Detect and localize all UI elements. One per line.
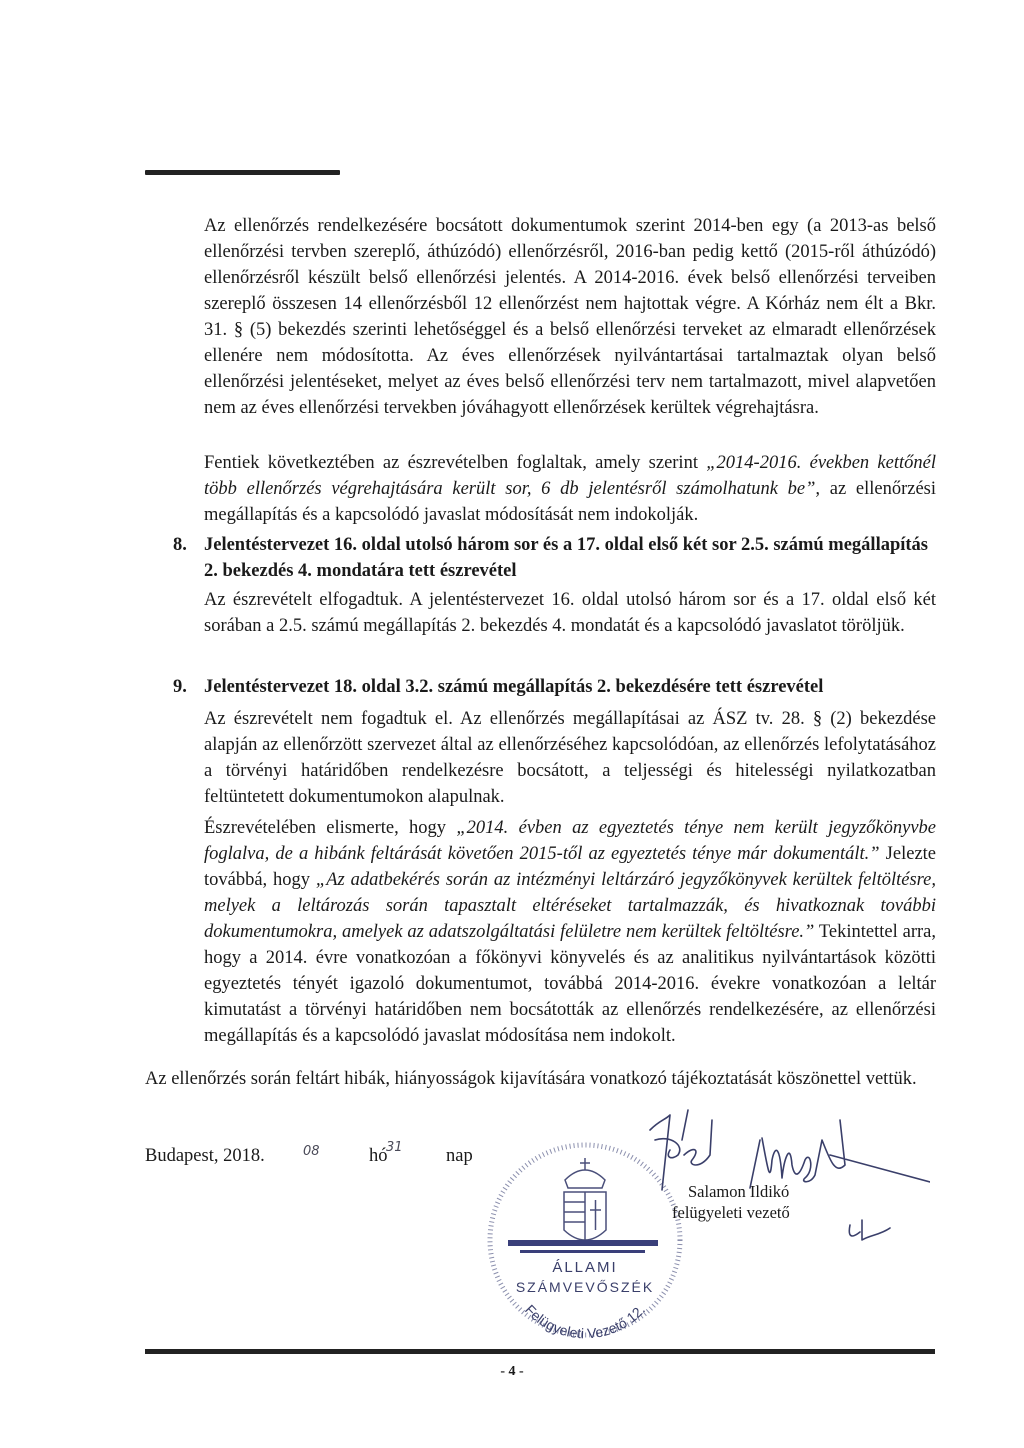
stamp-text-1: ÁLLAMI [552, 1259, 618, 1276]
paragraph-conclusion [204, 450, 936, 528]
paragraph-audit-findings: Az ellenőrzés rendelkezésére bocsátott dokumentumok szerint 2014-ben egy (a 2013-as belső ellenőrzési tervben szereplő, áthúzódó) ellenőrzésről, 2016-ban pedig kettő (2015-ről áthúzódó) ellenőrzésről készült belső ellenőrzési jelentés. A 2014-2016. évek belső ellenőrzési terveiben szereplő összesen 14 ellenőrzésből 12 ellenőrzést nem hajtottak végre. A Kórház nem élt a Bkr. 31. § (5) bekezdés szerinti lehetőséggel és a belső ellenőrzési terveket az elmaradt ellenőrzések ellenére nem módosította. Az éves ellenőrzések nyilvántartásai tartalmaztak olyan belső ellenőrzési jelentéseket, melyet az éves belső ellenőrzési terv nem tartalmazott, mivel alapvetően nem az éves ellenőrzési tervekben jóváhagyott ellenőrzések kerültek végrehajtásra. [204, 216, 936, 418]
signer-title: felügyeleti vezető [672, 1203, 790, 1222]
handwritten-month: 08 [303, 1144, 320, 1159]
stamp-arc-path: Felügyeleti Vezető 12. [521, 1301, 649, 1342]
stamp-arc-text [522, 1301, 648, 1341]
item-9-p2-middle: Jelezte továbbá, hogy [204, 844, 937, 890]
quoted-remark: „2014-2016. években kettőnél több ellenőrzés végrehajtására került sor, 6 db jelentésről számolhatunk be”, [204, 453, 936, 499]
paragraph-conclusion-lead: Fentiek következtében az észrevételben foglaltak, amely szerint [204, 453, 707, 473]
closing-paragraph: Az ellenőrzés során feltárt hibák, hiányosságok kijavítására vonatkozó tájékoztatását köszönettel vettük. [145, 1069, 917, 1089]
header-rule [145, 170, 340, 175]
stamp-text-2: SZÁMVEVŐSZÉK [515, 1279, 655, 1295]
item-9-heading: Jelentéstervezet 18. oldal 3.2. számú megállapítás 2. bekezdésére tett észrevétel [204, 677, 824, 697]
item-9-p2-lead: Észrevételében elismerte, hogy [204, 818, 457, 838]
handwritten-day: 31 [386, 1140, 403, 1155]
quoted-remark-1: „2014. évben az egyeztetés ténye nem került jegyzőkönyvbe foglalva, de a hibánk feltárását követően 2015-től az egyeztetés ténye már dokumentált.” [204, 818, 936, 864]
item-number-9: 9. [173, 677, 187, 697]
place-date: Budapest, 2018. [145, 1146, 265, 1166]
page-number: - 4 - [500, 1364, 524, 1379]
quoted-remark-2: „Az adatbekérés során az intézményi leltárzáró jegyzőkönyvek kerültek feltöltésre, melyek a leltározás során tapasztalt eltéréseket tartalmazzák, és hivatkoznak további dokumentumokra, amelyek az adatszolgáltatási felületre nem kerültek feltöltésre.” [204, 870, 936, 942]
item-number-8: 8. [173, 535, 187, 555]
paragraph-conclusion-tail: az ellenőrzési megállapítás és a kapcsolódó javaslat módosítását nem indokolják. [204, 479, 936, 525]
item-9-paragraph-2 [204, 815, 936, 1049]
item-8-text: Az észrevételt elfogadtuk. A jelentéstervezet 16. oldal utolsó három sor és a 17. oldal első két sorában a 2.5. számú megállapítás 2. bekezdés 4. mondatát és a kapcsolódó javaslatot töröljük. [204, 590, 936, 636]
item-9-text: Az észrevételt nem fogadtuk el. Az ellenőrzés megállapításai az ÁSZ tv. 28. § (2) bekezdése alapján az ellenőrzött szervezet által az ellenőrzéséhez kapcsolódóan, az ellenőrzés lefolytatásához a törvényi határidőben rendelkezésre bocsátott, a teljességi és hitelességi nyilatkozatban feltüntetett dokumentumokon alapulnak. [204, 709, 936, 807]
item-9-p2-tail: Tekintettel arra, hogy a 2014. évre vonatkozóan a főkönyvi könyvelés és az analitikus nyilvántartások közötti egyeztetés tényét igazoló dokumentumot, továbbá 2014-2016. évekre vonatkozóan a leltár kimutatást a törvényi határidőben nem bocsátották az ellenőrzés rendelkezésére, az ellenőrzési megállapítás és a kapcsolódó javaslat módosítása nem indokolt. [204, 922, 936, 1046]
item-8-heading: Jelentéstervezet 16. oldal utolsó három sor és a 17. oldal első két sor 2.5. számú megállapítás 2. bekezdés 4. mondatára tett észrevétel [204, 535, 929, 581]
signer-name: Salamon Ildikó [688, 1182, 790, 1201]
word-month: hó [369, 1146, 388, 1166]
footer-rule [145, 1349, 935, 1354]
word-day: nap [446, 1146, 473, 1166]
